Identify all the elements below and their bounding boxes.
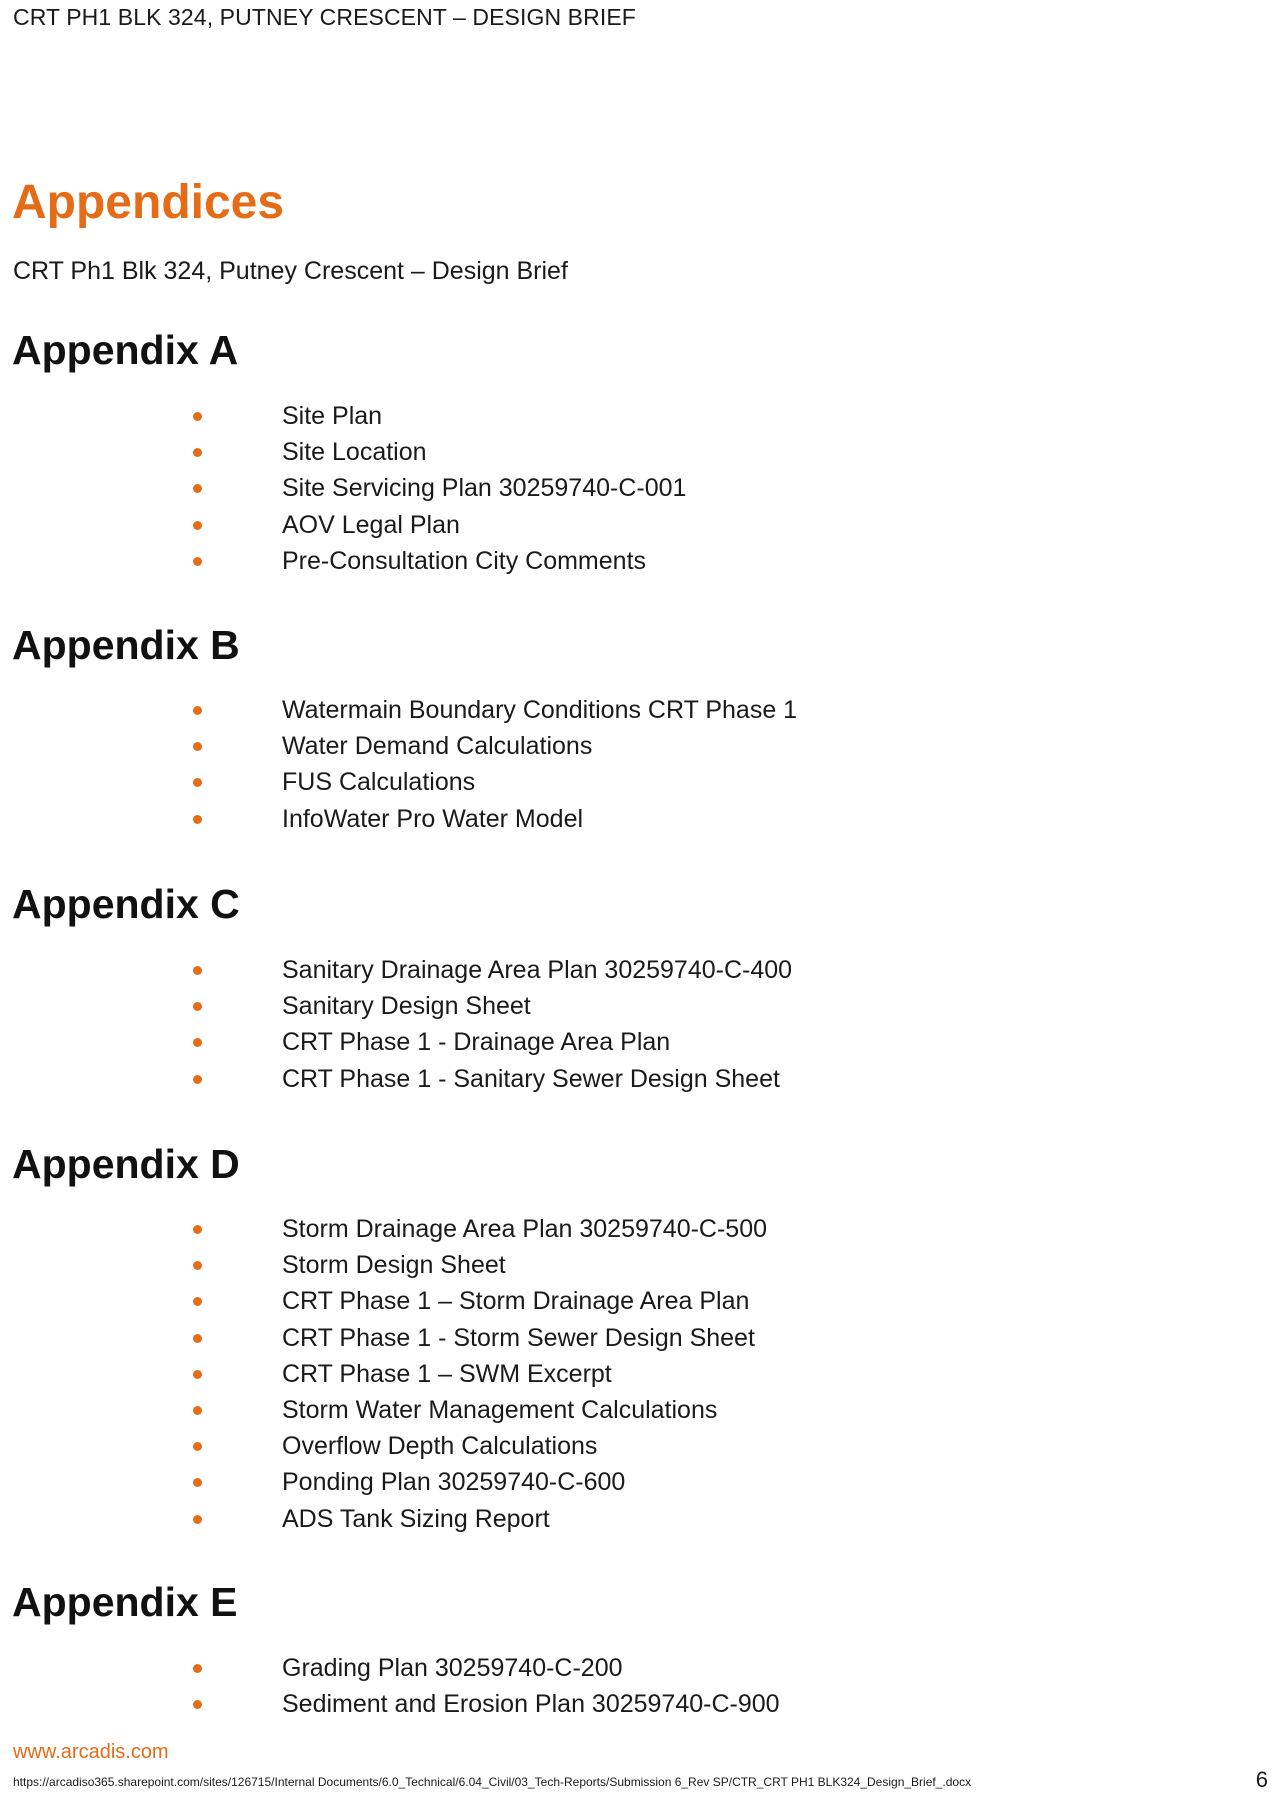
list-item-text: Watermain Boundary Conditions CRT Phase 1 xyxy=(282,696,798,724)
appendix-e-heading: Appendix E xyxy=(12,1579,238,1625)
list-item-text: AOV Legal Plan xyxy=(282,510,460,539)
page-subtitle: CRT Ph1 Blk 324, Putney Crescent – Design Brief xyxy=(13,257,568,285)
list-item-text: Site Plan xyxy=(282,402,383,430)
list-item-text: Sanitary Drainage Area Plan 30259740-C-400 xyxy=(282,956,793,984)
list-item-text: CRT Phase 1 - Drainage Area Plan xyxy=(282,1028,671,1057)
bullet-icon xyxy=(193,815,202,824)
bullet-icon xyxy=(193,521,202,530)
list-item-text: Storm Drainage Area Plan 30259740-C-500 xyxy=(282,1215,768,1243)
bullet-icon xyxy=(193,778,202,787)
list-item-text: Sanitary Design Sheet xyxy=(282,992,531,1021)
bullet-icon xyxy=(193,1297,202,1306)
running-header: CRT PH1 BLK 324, PUTNEY CRESCENT – DESIGN BRIEF xyxy=(13,4,636,30)
list-item-text: Pre-Consultation City Comments xyxy=(282,546,647,575)
footer-website-link[interactable]: www.arcadis.com xyxy=(13,1741,169,1763)
footer-document-path: https://arcadiso365.sharepoint.com/sites/126715/Internal Documents/6.0_Technical/6.04_Civil/03_Tech-Reports/Submission 6_Rev SP/CTR_CRT PH1 BLK324_Design_Brief_.docx xyxy=(13,1775,972,1789)
bullet-icon xyxy=(193,484,202,493)
bullet-icon xyxy=(193,1442,202,1451)
list-item-text: Overflow Depth Calculations xyxy=(282,1432,598,1461)
bullet-icon xyxy=(193,966,202,975)
bullet-icon xyxy=(193,1002,202,1011)
bullet-icon xyxy=(193,412,202,421)
list-item-text: CRT Phase 1 - Storm Sewer Design Sheet xyxy=(282,1323,755,1352)
list-item-text: Storm Design Sheet xyxy=(282,1251,506,1280)
list-item-text: CRT Phase 1 - Sanitary Sewer Design Sheet xyxy=(282,1064,780,1093)
appendix-b-heading: Appendix B xyxy=(12,622,240,668)
list-item-text: Site Servicing Plan 30259740-C-001 xyxy=(282,474,687,503)
bullet-icon xyxy=(193,742,202,751)
bullet-icon xyxy=(193,1225,202,1234)
bullet-icon xyxy=(193,1370,202,1379)
list-item-text: Ponding Plan 30259740-C-600 xyxy=(282,1468,626,1497)
bullet-icon xyxy=(193,1075,202,1084)
list-item-text: Water Demand Calculations xyxy=(282,732,593,761)
bullet-icon xyxy=(193,706,202,715)
bullet-icon xyxy=(193,557,202,566)
page-number: 6 xyxy=(1255,1767,1268,1792)
bullet-icon xyxy=(193,1515,202,1524)
bullet-icon xyxy=(193,1664,202,1673)
list-item-text: Site Location xyxy=(282,438,427,467)
list-item-text: InfoWater Pro Water Model xyxy=(282,804,584,833)
list-item-text: CRT Phase 1 – Storm Drainage Area Plan xyxy=(282,1287,750,1316)
bullet-icon xyxy=(193,1038,202,1047)
list-item-text: Grading Plan 30259740-C-200 xyxy=(282,1654,623,1682)
bullet-icon xyxy=(193,1406,202,1415)
bullet-icon xyxy=(193,1478,202,1487)
bullet-icon xyxy=(193,448,202,457)
list-item-text: Storm Water Management Calculations xyxy=(282,1395,718,1424)
list-item-text: ADS Tank Sizing Report xyxy=(282,1504,550,1533)
bullet-icon xyxy=(193,1334,202,1343)
appendix-c-heading: Appendix C xyxy=(12,881,240,927)
list-item-text: CRT Phase 1 – SWM Excerpt xyxy=(282,1359,612,1388)
list-item-text: FUS Calculations xyxy=(282,768,476,797)
appendix-d-heading: Appendix D xyxy=(12,1141,240,1187)
page-title: Appendices xyxy=(12,176,285,229)
bullet-icon xyxy=(193,1700,202,1709)
list-item-text: Sediment and Erosion Plan 30259740-C-900 xyxy=(282,1690,780,1719)
appendix-a-heading: Appendix A xyxy=(12,327,239,373)
bullet-icon xyxy=(193,1261,202,1270)
